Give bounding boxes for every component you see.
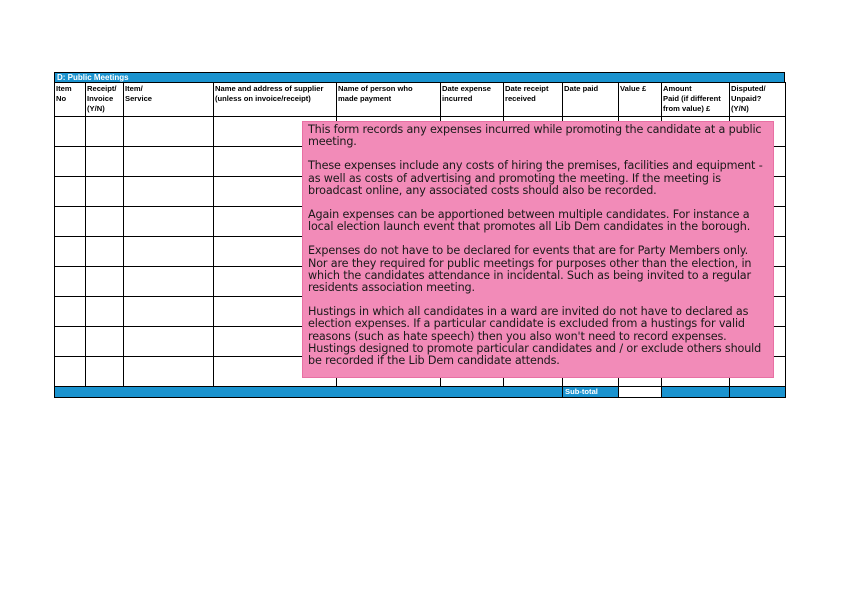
col-date-paid <box>563 83 619 117</box>
table-cell[interactable] <box>124 297 214 327</box>
col-value-label: Value £ <box>620 84 647 93</box>
col-date-receipt <box>504 83 563 117</box>
note-paragraph-1: This form records any expenses incurred while promoting the candidate at a public meeting. <box>308 123 762 149</box>
col-item-no-label: Item No <box>56 84 72 103</box>
subtotal-spacer <box>55 387 563 398</box>
section-title: D: Public Meetings <box>54 72 785 82</box>
note-paragraph-5: Hustings in which all candidates in a ward are invited do not have to declared as election expenses. If a particular candidate is excluded from a hustings for valid reasons (such as hate speech) then you also won't need to record expenses. Hustings designed to promote particular candidates and / or exclude others should be recorded if the Lib Dem candidate attends. <box>308 305 762 368</box>
table-cell[interactable] <box>124 207 214 237</box>
col-date-incurred-label: Date expense incurred <box>442 84 491 103</box>
table-cell[interactable] <box>55 267 86 297</box>
table-cell[interactable] <box>86 297 124 327</box>
table-cell[interactable] <box>55 117 86 147</box>
col-item-service-label: Item/ Service <box>125 84 153 103</box>
col-payer <box>337 83 441 117</box>
col-item-service <box>124 83 214 117</box>
table-cell[interactable] <box>55 177 86 207</box>
subtotal-amount-cell <box>662 387 730 398</box>
header-row <box>55 83 786 117</box>
table-cell[interactable] <box>86 147 124 177</box>
table-cell[interactable] <box>124 147 214 177</box>
guidance-note <box>302 121 774 378</box>
table-cell[interactable] <box>86 267 124 297</box>
table-cell[interactable] <box>86 207 124 237</box>
col-disputed-label: Disputed/ Unpaid? (Y/N) <box>731 84 766 113</box>
table-cell[interactable] <box>124 327 214 357</box>
note-paragraph-3: Again expenses can be apportioned between multiple candidates. For instance a local election launch event that promotes all Lib Dem candidates in the borough. <box>308 208 751 234</box>
subtotal-row <box>55 387 786 398</box>
col-amount-paid <box>662 83 730 117</box>
table-cell[interactable] <box>124 267 214 297</box>
col-date-receipt-label: Date receipt received <box>505 84 549 103</box>
subtotal-value-cell[interactable] <box>619 387 662 398</box>
table-cell[interactable] <box>86 177 124 207</box>
table-cell[interactable] <box>86 357 124 387</box>
col-item-no <box>55 83 86 117</box>
table-cell[interactable] <box>124 177 214 207</box>
table-cell[interactable] <box>55 327 86 357</box>
col-payer-label: Name of person who made payment <box>338 84 413 103</box>
table-cell[interactable] <box>55 357 86 387</box>
col-supplier-label: Name and address of supplier (unless on invoice/receipt) <box>215 84 324 103</box>
note-paragraph-4: Expenses do not have to be declared for events that are for Party Members only. Nor are they required for public meetings for purposes other than the election, in which the candidates attendance in incidental. Such as being invited to a regular residents association meeting. <box>308 244 752 295</box>
subtotal-label: Sub-total <box>563 387 619 398</box>
note-paragraph-2: These expenses include any costs of hiring the premises, facilities and equipment - as well as costs of advertising and promoting the meeting. If the meeting is broadcast online, any associated costs should also be recorded. <box>308 159 763 197</box>
table-cell[interactable] <box>55 207 86 237</box>
col-supplier <box>214 83 337 117</box>
table-cell[interactable] <box>124 237 214 267</box>
col-value <box>619 83 662 117</box>
table-cell[interactable] <box>55 297 86 327</box>
table-cell[interactable] <box>86 327 124 357</box>
subtotal-disputed-cell <box>730 387 786 398</box>
table-cell[interactable] <box>124 357 214 387</box>
col-receipt-invoice-label: Receipt/ Invoice (Y/N) <box>87 84 117 113</box>
table-cell[interactable] <box>86 117 124 147</box>
table-cell[interactable] <box>55 237 86 267</box>
table-cell[interactable] <box>55 147 86 177</box>
table-cell[interactable] <box>124 117 214 147</box>
col-disputed <box>730 83 786 117</box>
col-amount-paid-label: Amount Paid (if different from value) £ <box>663 84 721 113</box>
col-receipt-invoice <box>86 83 124 117</box>
table-cell[interactable] <box>86 237 124 267</box>
col-date-paid-label: Date paid <box>564 84 599 93</box>
col-date-incurred <box>441 83 504 117</box>
